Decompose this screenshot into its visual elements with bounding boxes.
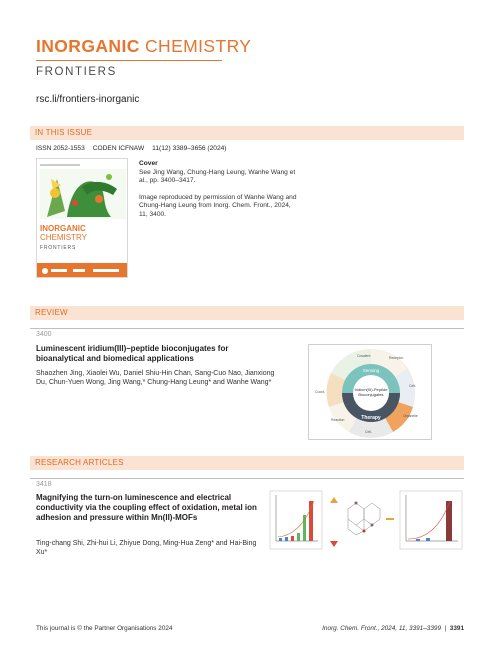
cover-see: See Jing Wang, Chung-Hang Leung, Wanhe Wang et al., pp. 3400–3417. [139, 168, 296, 185]
section-heading: RESEARCH ARTICLES [35, 458, 124, 467]
divider [30, 478, 464, 479]
research-graphical-abstract[interactable] [266, 489, 466, 555]
cover-credit: Image reproduced by permission of Wanhe Wang and Chung-Hang Leung from Inorg. Chem. Front., 2024, 11, 3400. [139, 193, 297, 218]
divider [30, 328, 464, 329]
journal-subtitle: FRONTIERS [36, 65, 117, 78]
svg-text:Sensing: Sensing [362, 368, 380, 373]
svg-text:Cell-: Cell- [409, 384, 416, 388]
section-heading: IN THIS ISSUE [35, 128, 93, 137]
research-figure [266, 489, 466, 555]
svg-text:INORGANIC: INORGANIC [40, 224, 86, 233]
page-number: 3400 [36, 331, 52, 338]
article-title-link[interactable]: Luminescent iridium(III)–peptide bioconjugates for bioanalytical and biomedical applications [36, 344, 229, 363]
review-graphical-abstract[interactable] [308, 344, 432, 440]
journal-name: INORGANIC CHEMISTRY [36, 36, 252, 56]
svg-text:Reaction: Reaction [331, 418, 345, 422]
section-bar-review [30, 306, 464, 320]
section-bar-research-articles [30, 456, 464, 470]
section-bar-in-this-issue [30, 126, 464, 140]
svg-text:Receptor-: Receptor- [389, 356, 404, 360]
svg-text:FRONTIERS: FRONTIERS [40, 245, 77, 251]
svg-text:Cell-: Cell- [365, 430, 372, 434]
section-heading: REVIEW [35, 308, 68, 317]
svg-text:Coord.: Coord. [315, 390, 326, 394]
footer-citation: Inorg. Chem. Front., 2024, 11, 3391–3399 | 3391 [322, 625, 464, 632]
svg-text:Bioconjugates: Bioconjugates [358, 392, 384, 397]
svg-text:Covalent: Covalent [357, 354, 371, 358]
article-title-link[interactable]: Magnifying the turn-on luminescence and electrical conductivity via the coupling effect of oxidation, metal ion adhesion and pressure within Mn(II)-MOFs [36, 493, 257, 522]
issn-line: ISSN 2052-1553 CODEN ICFNAW 11(12) 3389–3656 (2024) [36, 145, 227, 152]
cover-image[interactable] [36, 158, 128, 278]
svg-text:Organelle: Organelle [403, 414, 418, 418]
wheel-diagram [309, 345, 433, 441]
svg-text:Iridium(III)-Peptide: Iridium(III)-Peptide [354, 387, 388, 392]
masthead-rule [36, 60, 222, 61]
page-number: 3418 [36, 481, 52, 488]
svg-text:CHEMISTRY: CHEMISTRY [40, 233, 87, 242]
article-authors: Ting-chang Shi, Zhi-hui Li, Zhiyue Dong, Ming-Hua Zeng* and Hai-Bing Xu* [36, 540, 257, 556]
journal-masthead [36, 38, 251, 78]
svg-text:Therapy: Therapy [361, 415, 381, 421]
footer-copyright: This journal is © the Partner Organisations 2024 [36, 625, 173, 632]
cover-heading: Cover [139, 160, 158, 167]
journal-url-link[interactable]: rsc.li/frontiers-inorganic [36, 94, 140, 105]
cover-caption [139, 160, 299, 228]
article-authors: Shaozhen Jing, Xiaolei Wu, Daniel Shiu-Hin Chan, Sang-Cuo Nao, Jianxiong Du, Chun-Yuen Wong, Jing Wang,* Chung-Hang Leung* and Wanhe Wang* [36, 370, 275, 386]
footer-page-number: 3391 [449, 625, 464, 632]
cover-artwork [37, 159, 128, 278]
